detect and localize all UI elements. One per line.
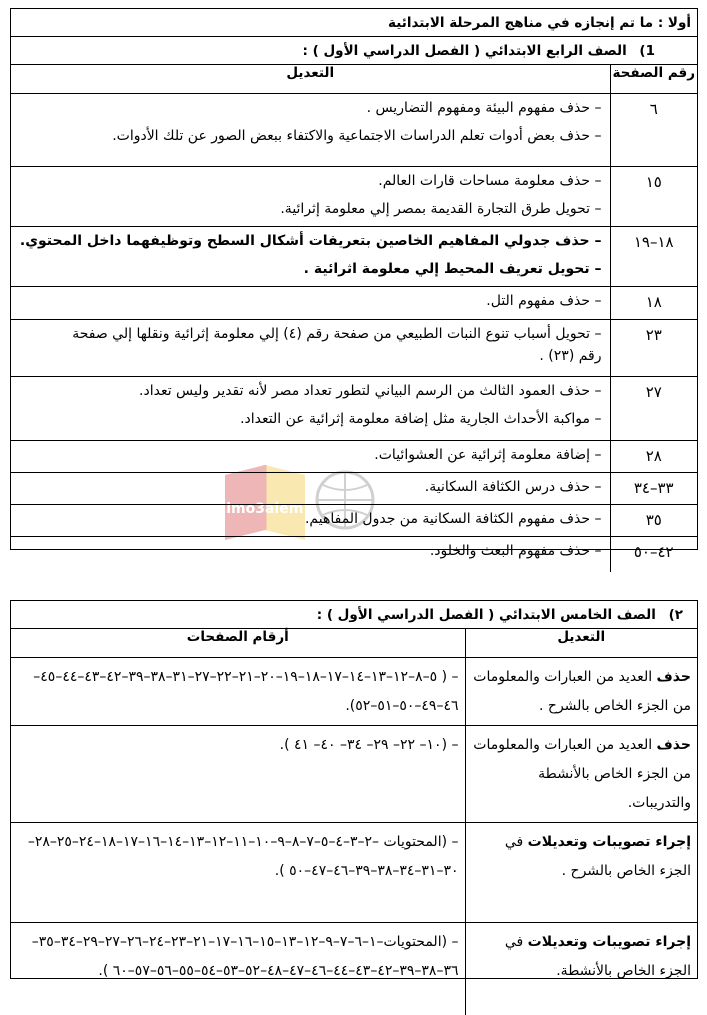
table-row bbox=[11, 505, 697, 537]
change-action: إجراء تصويبات وتعديلات bbox=[527, 934, 691, 950]
change-description: العديد من العبارات والمعلومات من الجزء الخاص بالشرح . bbox=[473, 669, 691, 714]
watermark-text: Elmo3alem bbox=[216, 501, 304, 517]
change-line: – حذف مفهوم الكثافة السكانية من جدول المفاهيم. bbox=[304, 511, 602, 527]
change-cell bbox=[11, 227, 610, 287]
col-header-pages: أرقام الصفحات bbox=[11, 629, 465, 658]
subheading-number: 1) bbox=[639, 43, 655, 59]
table-header-row bbox=[11, 629, 697, 658]
page-number-cell: ٢٣ bbox=[610, 320, 697, 377]
change-cell bbox=[465, 658, 697, 726]
change-cell bbox=[11, 320, 610, 377]
page-number-cell: ٣٣–٣٤ bbox=[610, 473, 697, 505]
table-row bbox=[11, 227, 697, 287]
table-row bbox=[11, 658, 697, 726]
table-row bbox=[11, 167, 697, 227]
grade4-table bbox=[11, 65, 697, 572]
change-action: حذف bbox=[656, 737, 691, 753]
page-number-cell: ١٨–١٩ bbox=[610, 227, 697, 287]
change-line: – تحويل أسباب تنوع النبات الطبيعي من صفحة رقم (٤) إلي معلومة إثرائية ونقلها إلي صفحة bbox=[72, 326, 602, 342]
table-row bbox=[11, 726, 697, 823]
table-header-row bbox=[11, 65, 697, 94]
change-cell bbox=[11, 167, 610, 227]
change-cell bbox=[11, 441, 610, 473]
change-cell bbox=[465, 923, 697, 1015]
page-number-cell: ٤٢–٥٠ bbox=[610, 537, 697, 572]
grade5-subheading bbox=[11, 601, 697, 629]
col-header-page: رقم الصفحة bbox=[610, 65, 697, 94]
change-line: – حذف جدولي المفاهيم الخاصين بتعريفات أشكال السطح وتوظيفهما داخل المحتوي. bbox=[19, 233, 602, 249]
pages-cell: – (المحتويات –٢–٣–٤–٥–٧–٨–٩–١٠–١١–١٢–١٣–١٤–١٦–١٧–١٨–٢٤–٢٥–٢٨–٣٠–٣١–٣٤–٣٨–٣٩–٤٦–٤٧–٥٠ ). bbox=[11, 823, 465, 923]
pages-cell: – ( ٥–٨–١٢–١٣–١٤–١٧–١٨–١٩–٢٠–٢١–٢٢–٢٧–٣١–٣٨–٣٩–٤٢–٤٣–٤٤–٤٥–٤٦–٤٩–٥٠–٥١–٥٢). bbox=[11, 658, 465, 726]
change-line: – حذف مفهوم التل. bbox=[486, 293, 602, 309]
grade4-subheading bbox=[11, 37, 697, 65]
change-line: – مواكبة الأحداث الجارية مثل إضافة معلومة إثرائية عن التعداد. bbox=[240, 411, 602, 427]
table-row bbox=[11, 923, 697, 1015]
change-cell bbox=[11, 537, 610, 572]
grade5-table bbox=[11, 629, 697, 1015]
change-line: رقم (٢٣) . bbox=[539, 348, 602, 364]
page-number-cell: ٦ bbox=[610, 94, 697, 167]
page-number-cell: ٢٧ bbox=[610, 377, 697, 441]
change-line: – حذف مفهوم البيئة ومفهوم التضاريس . bbox=[366, 100, 602, 116]
table-row bbox=[11, 537, 697, 572]
change-line: – حذف بعض أدوات تعلم الدراسات الاجتماعية والاكتفاء ببعض الصور عن تلك الأدوات. bbox=[112, 128, 602, 144]
subheading-number: ٢) bbox=[668, 607, 683, 623]
subheading-text: الصف الرابع الابتدائي ( الفصل الدراسي الأول ) : bbox=[302, 43, 627, 59]
section-grade4 bbox=[10, 8, 698, 561]
subheading-text: الصف الخامس الابتدائي ( الفصل الدراسي الأول ) : bbox=[316, 607, 656, 623]
change-action: حذف bbox=[656, 669, 691, 685]
page-number-cell: ١٥ bbox=[610, 167, 697, 227]
change-line: – حذف مفهوم البعث والخلود. bbox=[429, 543, 602, 559]
change-cell bbox=[11, 473, 610, 505]
pages-cell: – (١٠– ٢٢– ٢٩– ٣٤– ٤٠– ٤١ ). bbox=[11, 726, 465, 823]
change-line: – تحويل تعريف المحيط إلي معلومة اثرائية . bbox=[303, 261, 602, 277]
table-row bbox=[11, 320, 697, 377]
change-cell bbox=[11, 377, 610, 441]
change-cell bbox=[465, 726, 697, 823]
page-number-cell: ٣٥ bbox=[610, 505, 697, 537]
page-number-cell: ٢٨ bbox=[610, 441, 697, 473]
change-cell bbox=[11, 287, 610, 320]
change-line: – حذف العمود الثالث من الرسم البياني لتطور تعداد مصر لأنه تقدير وليس تعداد. bbox=[139, 383, 602, 399]
change-cell bbox=[465, 823, 697, 923]
col-header-change: التعديل bbox=[11, 65, 610, 94]
table-row bbox=[11, 441, 697, 473]
change-description: في الجزء الخاص بالشرح . bbox=[504, 834, 691, 879]
change-line: – إضافة معلومة إثرائية عن العشوائيات. bbox=[374, 447, 602, 463]
change-description: في الجزء الخاص بالأنشطة. bbox=[504, 934, 691, 979]
change-cell bbox=[11, 505, 610, 537]
change-action: إجراء تصويبات وتعديلات bbox=[527, 834, 691, 850]
table-row bbox=[11, 473, 697, 505]
table-row bbox=[11, 94, 697, 167]
table-row bbox=[11, 377, 697, 441]
section-grade5 bbox=[10, 600, 698, 979]
page-number-cell: ١٨ bbox=[610, 287, 697, 320]
change-description: العديد من العبارات والمعلومات من الجزء الخاص بالأنشطة والتدريبات. bbox=[473, 737, 691, 811]
change-line: – حذف معلومة مساحات قارات العالم. bbox=[378, 173, 602, 189]
change-cell bbox=[11, 94, 610, 167]
table-row bbox=[11, 287, 697, 320]
table-row bbox=[11, 823, 697, 923]
col-header-change: التعديل bbox=[465, 629, 697, 658]
pages-cell: – (المحتويات–١–٦–٧–٩–١٢–١٣–١٥–١٦–١٧–٢١–٢٣–٢٤–٢٦–٢٧–٢٩–٣٤–٣٥–٣٦–٣٨–٣٩–٤٢–٤٣–٤٤–٤٦–٤٧–٤٨–٥٢–٥٣–٥٤–٥٥–٥٦–٥٧–٦٠ ). bbox=[11, 923, 465, 1015]
section-heading: أولا : ما تم إنجازه في مناهج المرحلة الابتدائية bbox=[11, 9, 697, 37]
change-line: – تحويل طرق التجارة القديمة بمصر إلي معلومة إثرائية. bbox=[280, 201, 602, 217]
change-line: – حذف درس الكثافة السكانية. bbox=[424, 479, 602, 495]
